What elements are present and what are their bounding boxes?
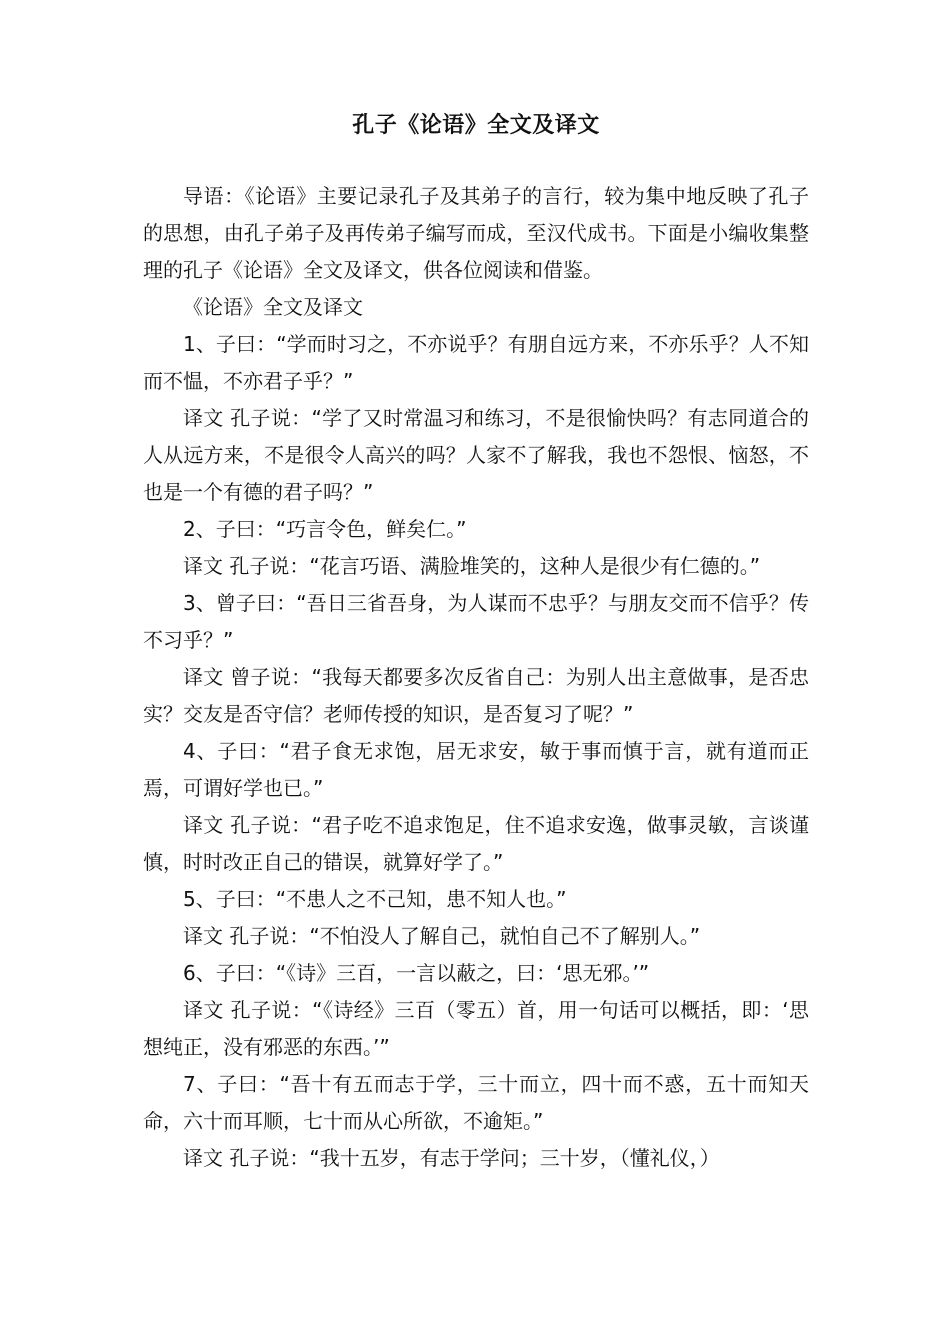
paragraph-translation-6: 译文 孔子说：“《诗经》三百（零五）首，用一句话可以概括，即：‘思想纯正，没有邪恶的东西。’” <box>143 998 809 1059</box>
paragraph-heading: 《论语》全文及译文 <box>183 295 363 319</box>
paragraph-quote-4: 4、子曰：“君子食无求饱，居无求安，敏于事而慎于言，就有道而正焉，可谓好学也已。” <box>143 739 809 800</box>
paragraph-quote-7: 7、子曰：“吾十有五而志于学，三十而立，四十而不惑，五十而知天命，六十而耳顺，七十而从心所欲，不逾矩。” <box>143 1072 809 1133</box>
document-title: 孔子《论语》全文及译文 <box>352 113 600 138</box>
paragraph-quote-3: 3、曾子曰：“吾日三省吾身，为人谋而不忠乎？与朋友交而不信乎？传不习乎？” <box>143 591 809 652</box>
paragraph-translation-2: 译文 孔子说：“花言巧语、满脸堆笑的，这种人是很少有仁德的。” <box>183 554 761 578</box>
paragraph-translation-7: 译文 孔子说：“我十五岁，有志于学问；三十岁，（懂礼仪，） <box>183 1146 720 1170</box>
paragraph-translation-4: 译文 孔子说：“君子吃不追求饱足，住不追求安逸，做事灵敏，言谈谨慎，时时改正自己的错误，就算好学了。” <box>143 813 809 874</box>
paragraph-intro: 导语：《论语》主要记录孔子及其弟子的言行，较为集中地反映了孔子的思想，由孔子弟子及再传弟子编写而成，至汉代成书。下面是小编收集整理的孔子《论语》全文及译文，供各位阅读和借鉴。 <box>143 184 809 282</box>
paragraph-quote-1: 1、子曰：“学而时习之，不亦说乎？有朋自远方来，不亦乐乎？人不知而不愠，不亦君子乎？” <box>143 332 809 393</box>
document-page <box>143 108 809 1177</box>
paragraph-translation-1: 译文 孔子说：“学了又时常温习和练习，不是很愉快吗？有志同道合的人从远方来，不是很令人高兴的吗？人家不了解我，我也不怨恨、恼怒，不也是一个有德的君子吗？” <box>143 406 809 504</box>
paragraph-translation-3: 译文 曾子说：“我每天都要多次反省自己：为别人出主意做事，是否忠实？交友是否守信？老师传授的知识，是否复习了呢？” <box>143 665 809 726</box>
paragraph-quote-5: 5、子曰：“不患人之不己知，患不知人也。” <box>183 887 567 911</box>
paragraph-quote-2: 2、子曰：“巧言令色，鲜矣仁。” <box>183 517 467 541</box>
paragraph-quote-6: 6、子曰：“《诗》三百，一言以蔽之，曰：‘思无邪。’” <box>183 961 650 985</box>
paragraph-translation-5: 译文 孔子说：“不怕没人了解自己，就怕自己不了解别人。” <box>183 924 701 948</box>
